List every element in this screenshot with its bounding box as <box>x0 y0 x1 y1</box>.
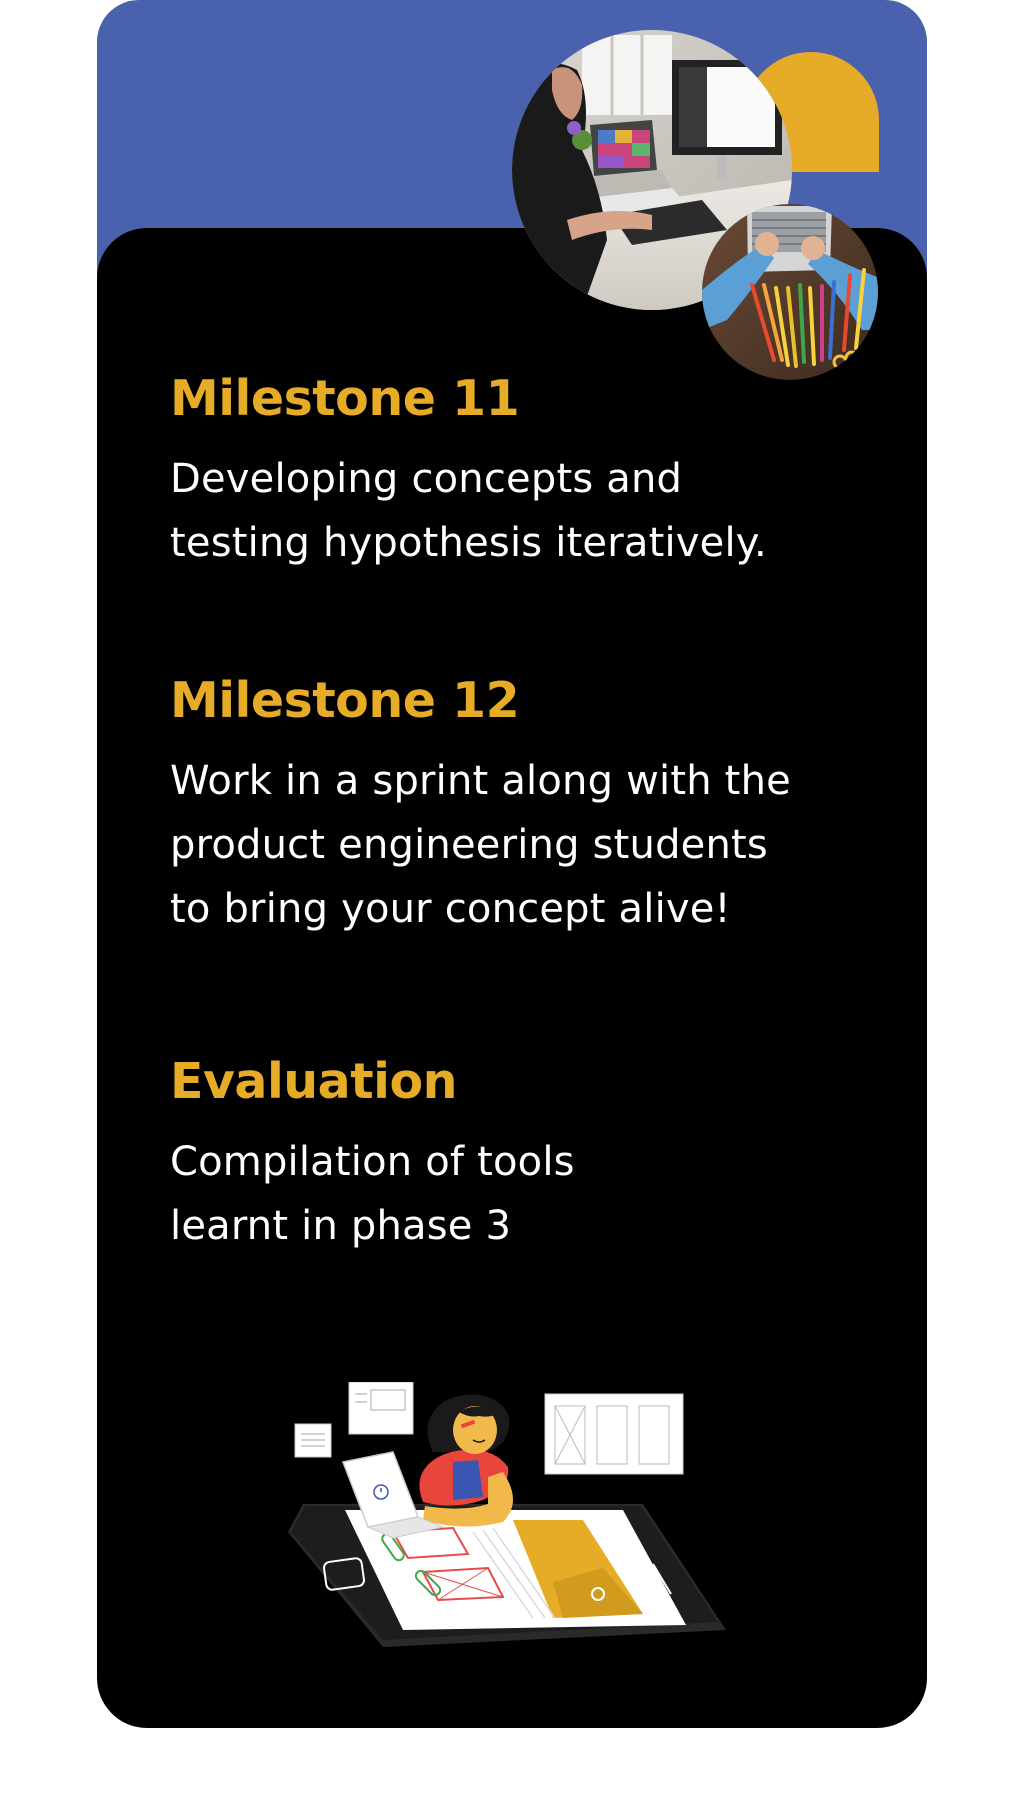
milestone-description <box>170 749 870 941</box>
description-line: product engineering students <box>170 821 768 868</box>
designers-at-work-photo <box>512 30 882 385</box>
evaluation-title: Evaluation <box>170 1053 457 1110</box>
milestone-12-section <box>170 672 870 941</box>
evaluation-description <box>170 1130 870 1258</box>
description-line: testing hypothesis iteratively. <box>170 519 767 566</box>
woman-with-laptop-on-phone-illustration <box>283 1382 726 1652</box>
evaluation-section <box>170 1053 870 1258</box>
description-line: to bring your concept alive! <box>170 885 731 932</box>
milestone-title: Milestone 12 <box>170 672 520 729</box>
header-photo-collage <box>512 30 882 385</box>
milestone-11-section <box>170 370 870 575</box>
illustration-svg <box>283 1382 726 1652</box>
description-line: Work in a sprint along with the <box>170 757 791 804</box>
description-line: Compilation of tools <box>170 1138 575 1185</box>
milestone-title: Milestone 11 <box>170 370 520 427</box>
milestone-description <box>170 447 870 575</box>
description-line: Developing concepts and <box>170 455 683 502</box>
description-line: learnt in phase 3 <box>170 1202 512 1249</box>
